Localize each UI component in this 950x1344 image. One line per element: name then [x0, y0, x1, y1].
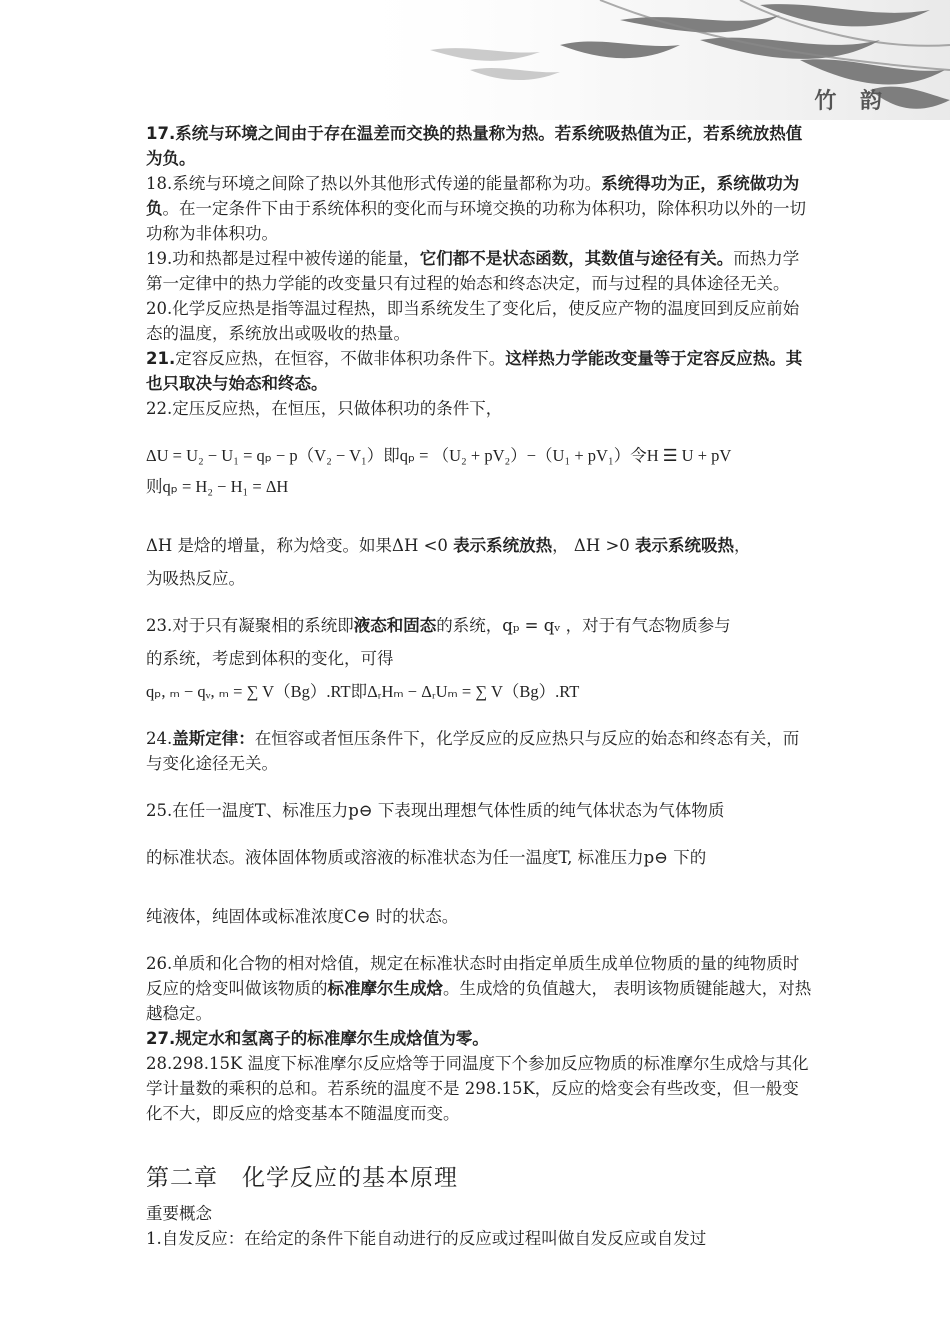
chapter-title: 第二章 化学反应的基本原理 — [146, 1165, 458, 1191]
item-27: 27.规定水和氢离子的标准摩尔生成焓值为零。 — [146, 1029, 489, 1048]
item-19: 19.功和热都是过程中被传递的能量，它们都不是状态函数，其数值与途径有关。而热力学第一定律中的热力学能的改变量只有过程的始态和终态决定，而与过程的具体途径无关。 — [146, 249, 800, 293]
item-23: 23.对于只有凝聚相的系统即液态和固态的系统，qₚ = qᵥ ，对于有气态物质参与 — [146, 616, 731, 635]
item-28: 28.298.15K 温度下标准摩尔反应焓等于同温度下个参加反应物质的标准摩尔生成焓与其化学计量数的乘积的总和。若系统的温度不是 298.15K，反应的焓变会有些改变，但一般变化不大，即反应的焓变基本不随温度而变。 — [146, 1054, 809, 1123]
item-22: 22.定压反应热，在恒压，只做体积功的条件下， — [146, 399, 503, 418]
enthalpy-change-text-end: 为吸热反应。 — [146, 569, 245, 588]
chapter-subtitle: 重要概念 — [146, 1204, 212, 1223]
item-20: 20.化学反应热是指等温过程热，即当系统发生了变化后，使反应产物的温度回到反应前始态的温度，系统放出或吸收的热量。 — [146, 299, 800, 343]
bamboo-header-decoration — [0, 0, 950, 130]
formula-heat-difference: qₚ, ₘ − qᵥ, ₘ = ∑ V（Bg）.RT即ΔᵣHₘ − ΔᵣUₘ = ∑ V（Bg）.RT — [146, 682, 580, 701]
item-21: 21.定容反应热，在恒容，不做非体积功条件下。这样热力学能改变量等于定容反应热。其也只取决与始态和终态。 — [146, 349, 803, 393]
bamboo-rhyme-logo: 竹 韵 — [814, 88, 890, 114]
document-body — [146, 121, 812, 1251]
formula-enthalpy: 则qₚ = H₂ − H₁ = ΔH — [146, 477, 289, 496]
item-25-line2: 的标准状态。液体固体物质或溶液的标准状态为任一温度T, 标准压力p⊖ 下的 — [146, 848, 707, 867]
formula-internal-energy: ΔU = U₂ − U₁ = qₚ − p（V₂ − V₁）即qₚ = （U₂ + pV₂）−（U₁ + pV₁）令H ☰ U + pV — [146, 446, 732, 465]
item-26: 26.单质和化合物的相对焓值，规定在标准状态时由指定单质生成单位物质的量的纯物质时反应的焓变叫做该物质的标准摩尔生成焓。生成焓的负值越大， 表明该物质键能越大，对热越稳定。 — [146, 954, 812, 1023]
item-17: 17.系统与环境之间由于存在温差而交换的热量称为热。若系统吸热值为正，若系统放热值为负。 — [146, 124, 803, 168]
enthalpy-change-text: ΔH 是焓的增量，称为焓变。如果ΔH <0 表示系统放热， ΔH >0 表示系统吸热， — [146, 536, 751, 555]
item-23-cont: 的系统，考虑到体积的变化，可得 — [146, 649, 394, 668]
chapter-item-1: 1.自发反应：在给定的条件下能自动进行的反应或过程叫做自发反应或自发过 — [146, 1229, 707, 1248]
item-25-line3: 纯液体，纯固体或标准浓度C⊖ 时的状态。 — [146, 907, 459, 926]
item-18: 18.系统与环境之间除了热以外其他形式传递的能量都称为功。系统得功为正，系统做功为负。在一定条件下由于系统体积的变化而与环境交换的功称为体积功，除体积功以外的一切功称为非体积功。 — [146, 174, 806, 243]
item-25-line1: 25.在任一温度T、标准压力p⊖ 下表现出理想气体性质的纯气体状态为气体物质 — [146, 801, 725, 820]
item-24: 24.盖斯定律：在恒容或者恒压条件下，化学反应的反应热只与反应的始态和终态有关，而与变化途径无关。 — [146, 729, 800, 773]
